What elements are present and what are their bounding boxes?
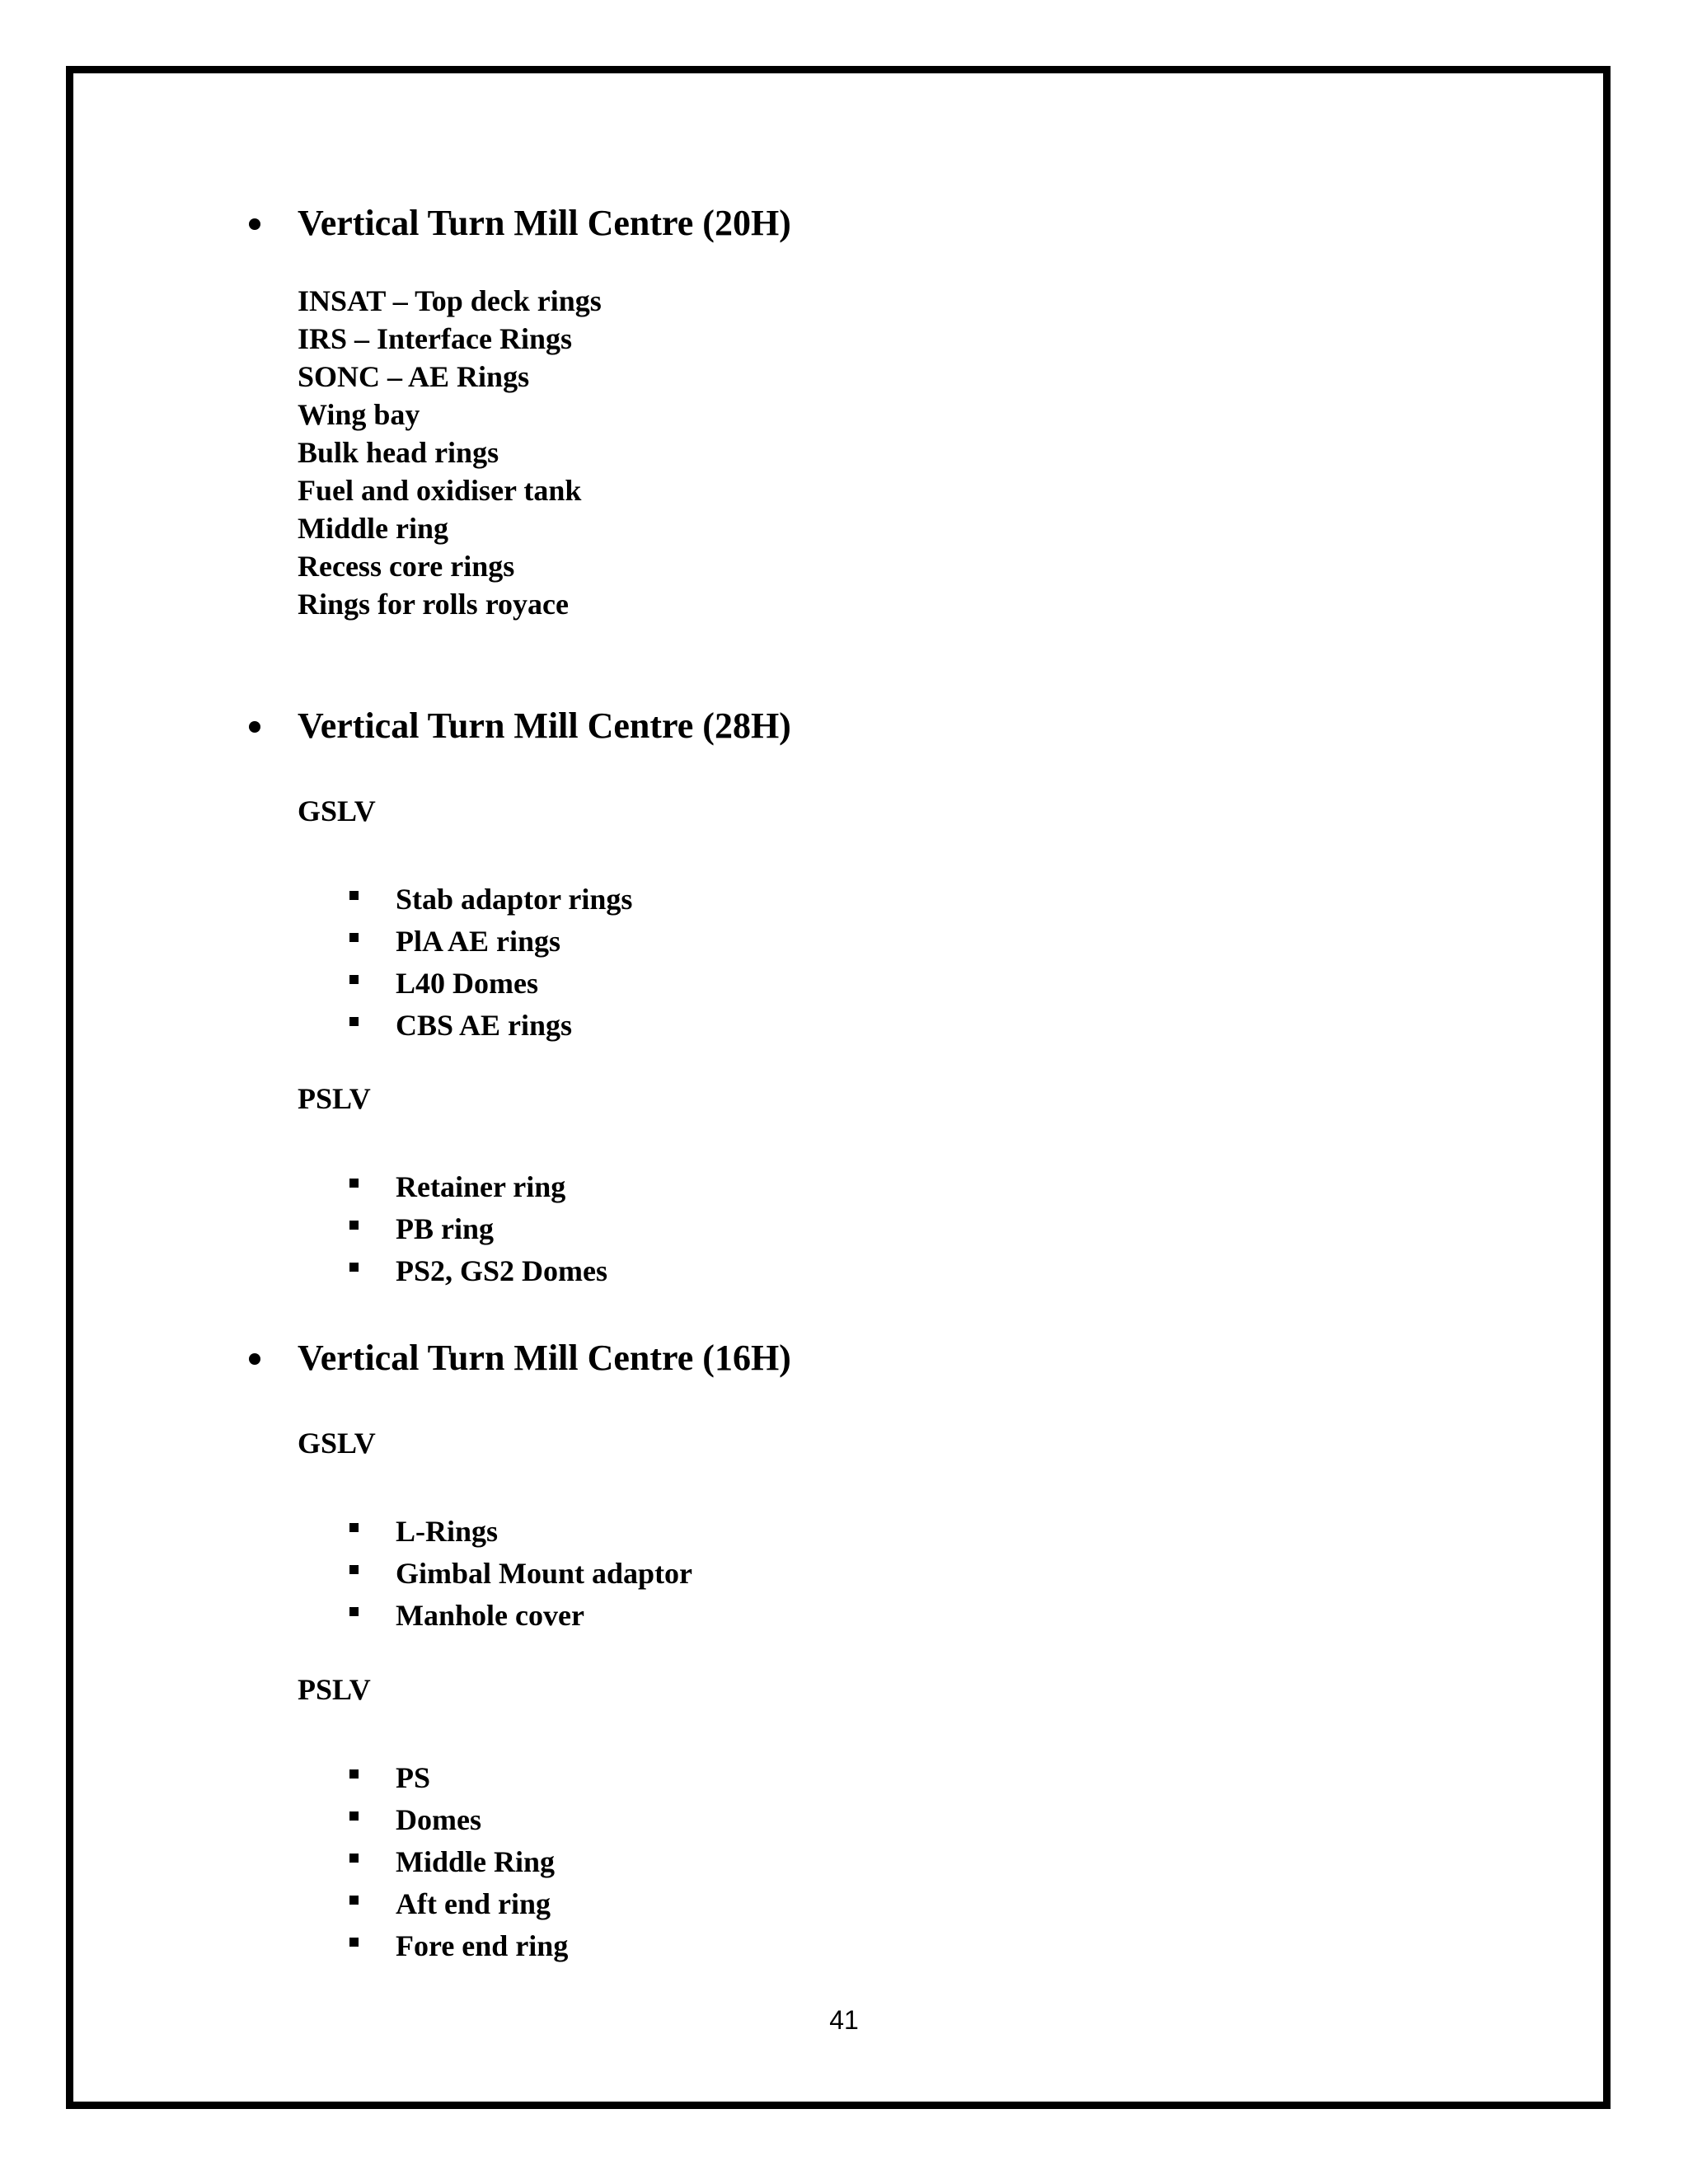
list-item: Aft end ring <box>346 1883 568 1925</box>
list-item: CBS AE rings <box>346 1005 632 1047</box>
section-28h-pslv-list <box>346 1166 607 1292</box>
square-bullet-icon <box>349 1221 359 1230</box>
square-bullet-icon <box>349 1769 359 1779</box>
group-label-pslv: PSLV <box>298 1673 371 1706</box>
list-item: PB ring <box>346 1208 607 1250</box>
list-item: Recess core rings <box>298 550 515 583</box>
list-item: Manhole cover <box>346 1595 692 1637</box>
square-bullet-icon <box>349 1896 359 1905</box>
list-item: Rings for rolls royace <box>298 588 569 621</box>
section-heading-20h <box>247 200 791 246</box>
group-label-gslv: GSLV <box>298 1427 376 1460</box>
square-bullet-icon <box>349 1811 359 1821</box>
list-item: L-Rings <box>346 1511 692 1553</box>
list-item: PlA AE rings <box>346 921 632 963</box>
page-number: 41 <box>829 2005 859 2035</box>
group-label-gslv: GSLV <box>298 794 376 827</box>
list-item: IRS – Interface Rings <box>298 322 572 355</box>
section-16h-pslv-list <box>346 1757 568 1967</box>
square-bullet-icon <box>349 891 359 900</box>
list-item: Wing bay <box>298 398 420 431</box>
square-bullet-icon <box>349 1179 359 1188</box>
list-item: L40 Domes <box>346 963 632 1005</box>
group-label-pslv: PSLV <box>298 1082 371 1115</box>
list-item: Gimbal Mount adaptor <box>346 1553 692 1595</box>
square-bullet-icon <box>349 975 359 984</box>
section-heading-16h <box>247 1335 791 1381</box>
square-bullet-icon <box>349 1017 359 1026</box>
square-bullet-icon <box>349 1607 359 1616</box>
square-bullet-icon <box>349 1938 359 1947</box>
list-item: Stab adaptor rings <box>346 879 632 921</box>
list-item: Fore end ring <box>346 1925 568 1967</box>
list-item: Domes <box>346 1799 568 1841</box>
square-bullet-icon <box>349 1854 359 1863</box>
list-item: Fuel and oxidiser tank <box>298 474 582 507</box>
list-item: Retainer ring <box>346 1166 607 1208</box>
list-item: Middle Ring <box>346 1841 568 1883</box>
list-item: PS <box>346 1757 568 1799</box>
square-bullet-icon <box>349 1565 359 1574</box>
section-heading-28h <box>247 703 791 749</box>
square-bullet-icon <box>349 933 359 942</box>
square-bullet-icon <box>349 1523 359 1532</box>
section-heading-text: Vertical Turn Mill Centre (20H) <box>298 203 791 243</box>
section-20h-item-list <box>298 282 602 623</box>
section-heading-text: Vertical Turn Mill Centre (16H) <box>298 1338 791 1378</box>
list-item: Bulk head rings <box>298 436 499 469</box>
list-item: SONC – AE Rings <box>298 360 530 393</box>
square-bullet-icon <box>349 1263 359 1272</box>
list-item: Middle ring <box>298 512 449 545</box>
section-16h-gslv-list <box>346 1511 692 1637</box>
section-heading-text: Vertical Turn Mill Centre (28H) <box>298 705 791 746</box>
section-28h-gslv-list <box>346 879 632 1047</box>
list-item: PS2, GS2 Domes <box>346 1250 607 1292</box>
list-item: INSAT – Top deck rings <box>298 284 602 317</box>
